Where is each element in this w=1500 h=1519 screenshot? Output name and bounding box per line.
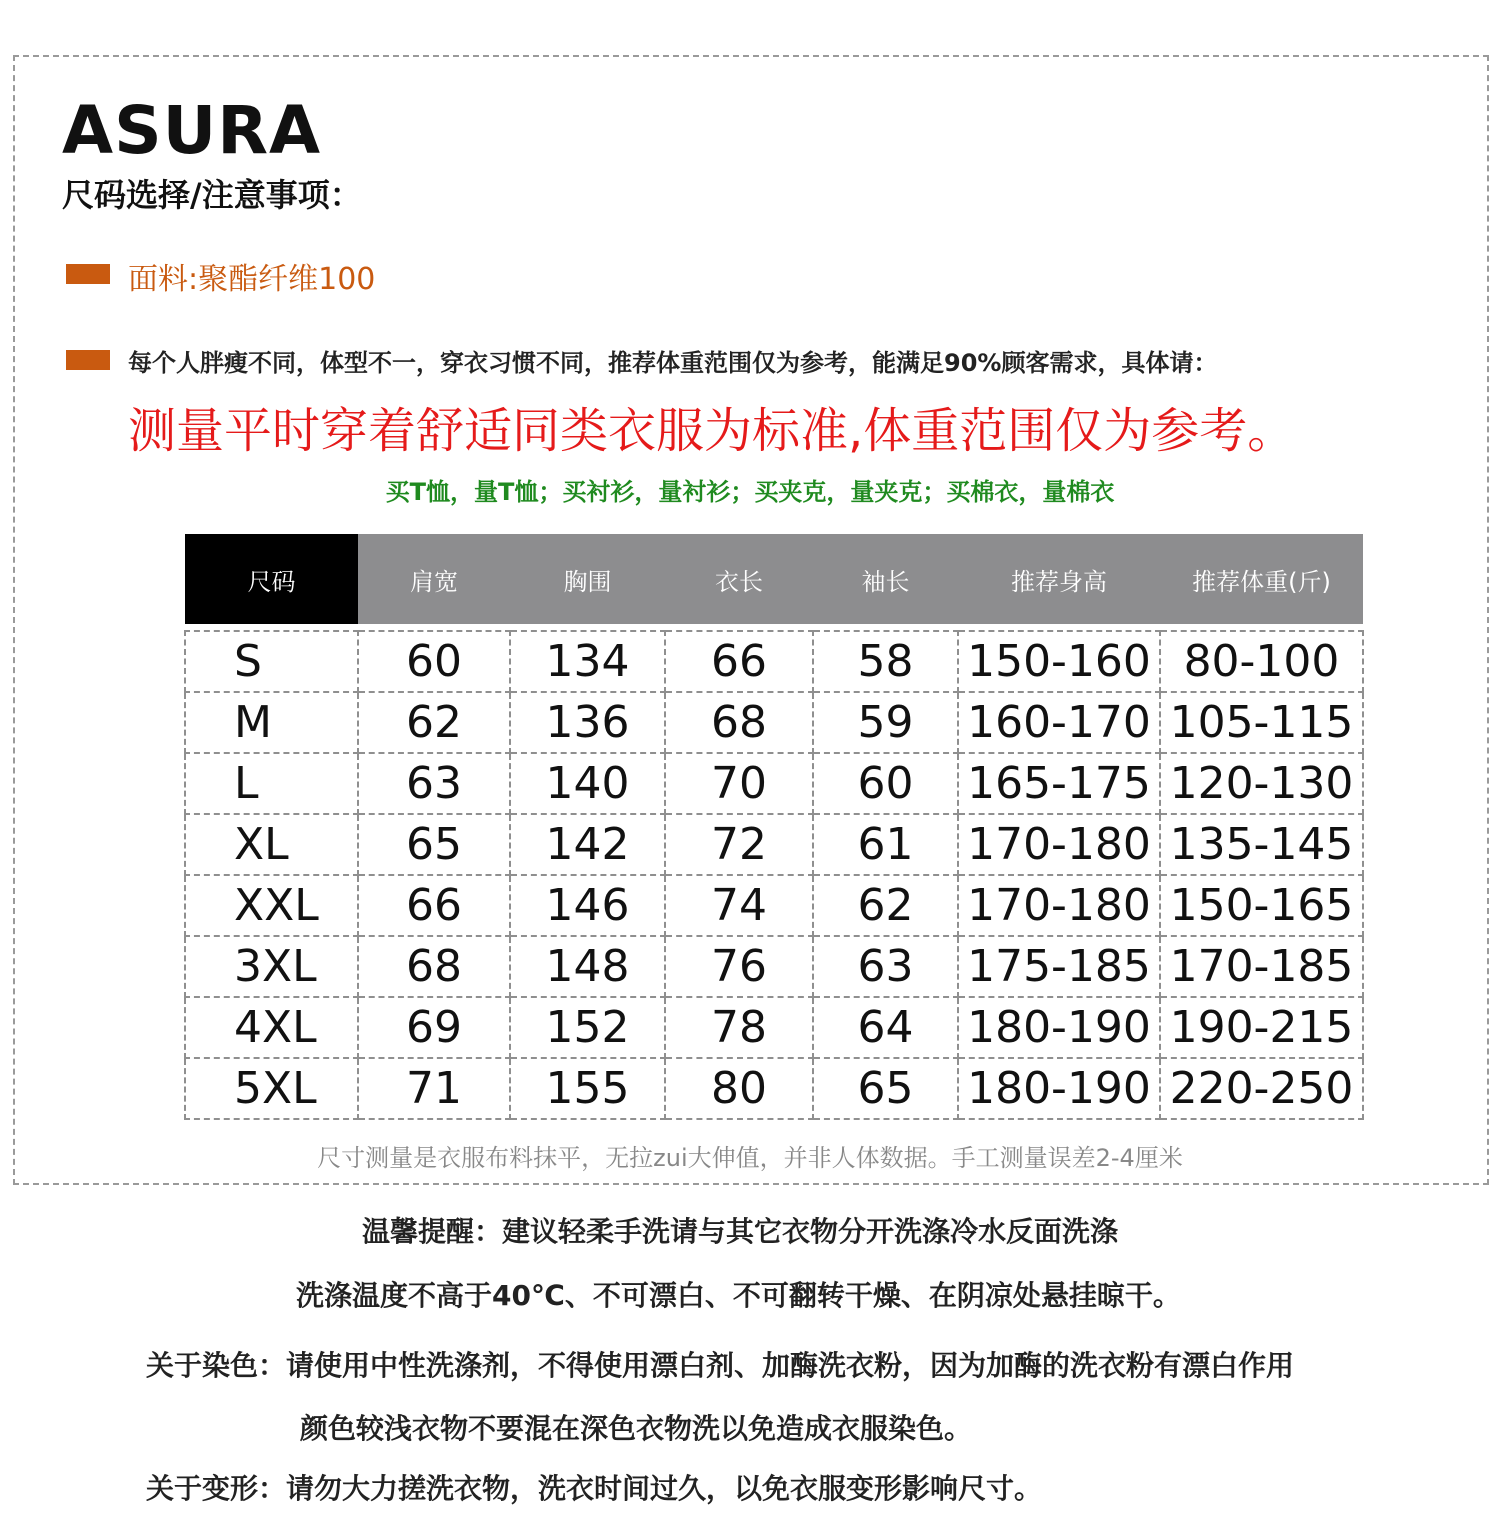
header-height: 推荐身高	[958, 534, 1160, 624]
header-sleeve: 袖长	[813, 534, 958, 624]
header-chest: 胸围	[510, 534, 665, 624]
cell-shoulder: 63	[358, 753, 510, 814]
cell-size: 3XL	[185, 936, 358, 997]
cell-shoulder: 68	[358, 936, 510, 997]
brand-logo: ASURA	[62, 92, 322, 169]
cell-sleeve: 62	[813, 875, 958, 936]
cell-sleeve: 61	[813, 814, 958, 875]
cell-weight: 80-100	[1160, 631, 1363, 692]
header-length: 衣长	[665, 534, 813, 624]
deformation-note: 关于变形：请勿大力搓洗衣物，洗衣时间过久，以免衣服变形影响尺寸。	[146, 1472, 1043, 1505]
header-shoulder: 肩宽	[358, 534, 510, 624]
cell-chest: 146	[510, 875, 665, 936]
cell-height: 165-175	[958, 753, 1160, 814]
dye-note-continued: 颜色较浅衣物不要混在深色衣物洗以免造成衣服染色。	[300, 1412, 973, 1445]
cell-length: 76	[665, 936, 813, 997]
cell-size: XL	[185, 814, 358, 875]
page-subtitle: 尺码选择/注意事项：	[62, 176, 362, 214]
table-row	[185, 753, 1363, 814]
cell-chest: 136	[510, 692, 665, 753]
cell-height: 170-180	[958, 814, 1160, 875]
cell-length: 78	[665, 997, 813, 1058]
dye-note: 关于染色：请使用中性洗涤剂，不得使用漂白剂、加酶洗衣粉，因为加酶的洗衣粉有漂白作用	[146, 1349, 1295, 1382]
cell-chest: 140	[510, 753, 665, 814]
cell-shoulder: 71	[358, 1058, 510, 1119]
cell-height: 180-190	[958, 997, 1160, 1058]
measure-standard-note: 测量平时穿着舒适同类衣服为标准,体重范围仅为参考。	[128, 403, 1296, 459]
cell-sleeve: 59	[813, 692, 958, 753]
bullet-bar-icon	[66, 264, 110, 284]
cell-shoulder: 60	[358, 631, 510, 692]
table-row	[185, 936, 1363, 997]
care-reminder: 温馨提醒：建议轻柔手洗请与其它衣物分开洗涤冷水反面洗涤	[362, 1215, 1119, 1248]
cell-chest: 148	[510, 936, 665, 997]
cell-length: 72	[665, 814, 813, 875]
cell-height: 180-190	[958, 1058, 1160, 1119]
cell-shoulder: 62	[358, 692, 510, 753]
cell-size: L	[185, 753, 358, 814]
cell-size: M	[185, 692, 358, 753]
cell-chest: 134	[510, 631, 665, 692]
cell-weight: 170-185	[1160, 936, 1363, 997]
cell-length: 70	[665, 753, 813, 814]
cell-weight: 150-165	[1160, 875, 1363, 936]
header-size: 尺码	[185, 534, 358, 624]
table-row	[185, 1058, 1363, 1119]
table-header-row	[185, 534, 1363, 624]
cell-sleeve: 58	[813, 631, 958, 692]
cell-length: 66	[665, 631, 813, 692]
measurement-disclaimer: 尺寸测量是衣服布料抹平，无拉zui大伸值，并非人体数据。手工测量误差2-4厘米	[317, 1144, 1183, 1172]
cell-size: XXL	[185, 875, 358, 936]
table-row	[185, 814, 1363, 875]
cell-weight: 190-215	[1160, 997, 1363, 1058]
cell-chest: 152	[510, 997, 665, 1058]
cell-length: 74	[665, 875, 813, 936]
cell-size: 4XL	[185, 997, 358, 1058]
fabric-info: 面料:聚酯纤维100	[128, 262, 376, 297]
cell-chest: 155	[510, 1058, 665, 1119]
wash-temperature-note: 洗涤温度不高于40℃、不可漂白、不可翻转干燥、在阴凉处悬挂晾干。	[296, 1279, 1181, 1312]
cell-height: 175-185	[958, 936, 1160, 997]
cell-shoulder: 65	[358, 814, 510, 875]
cell-length: 68	[665, 692, 813, 753]
size-table	[184, 534, 1364, 1120]
cell-sleeve: 60	[813, 753, 958, 814]
cell-weight: 105-115	[1160, 692, 1363, 753]
bullet-bar-icon	[66, 350, 110, 370]
table-row	[185, 631, 1363, 692]
cell-height: 150-160	[958, 631, 1160, 692]
fit-notice: 每个人胖瘦不同，体型不一，穿衣习惯不同，推荐体重范围仅为参考，能满足90%顾客需求，具体请：	[128, 349, 1218, 377]
cell-sleeve: 65	[813, 1058, 958, 1119]
cell-chest: 142	[510, 814, 665, 875]
table-row	[185, 875, 1363, 936]
cell-height: 170-180	[958, 875, 1160, 936]
table-row	[185, 692, 1363, 753]
cell-size: 5XL	[185, 1058, 358, 1119]
cell-shoulder: 69	[358, 997, 510, 1058]
measure-advice: 买T恤，量T恤；买衬衫，量衬衫；买夹克，量夹克；买棉衣，量棉衣	[385, 478, 1115, 506]
header-weight: 推荐体重(斤)	[1160, 534, 1363, 624]
cell-size: S	[185, 631, 358, 692]
cell-shoulder: 66	[358, 875, 510, 936]
cell-height: 160-170	[958, 692, 1160, 753]
table-row	[185, 997, 1363, 1058]
cell-weight: 120-130	[1160, 753, 1363, 814]
cell-weight: 135-145	[1160, 814, 1363, 875]
cell-sleeve: 64	[813, 997, 958, 1058]
cell-sleeve: 63	[813, 936, 958, 997]
cell-weight: 220-250	[1160, 1058, 1363, 1119]
cell-length: 80	[665, 1058, 813, 1119]
